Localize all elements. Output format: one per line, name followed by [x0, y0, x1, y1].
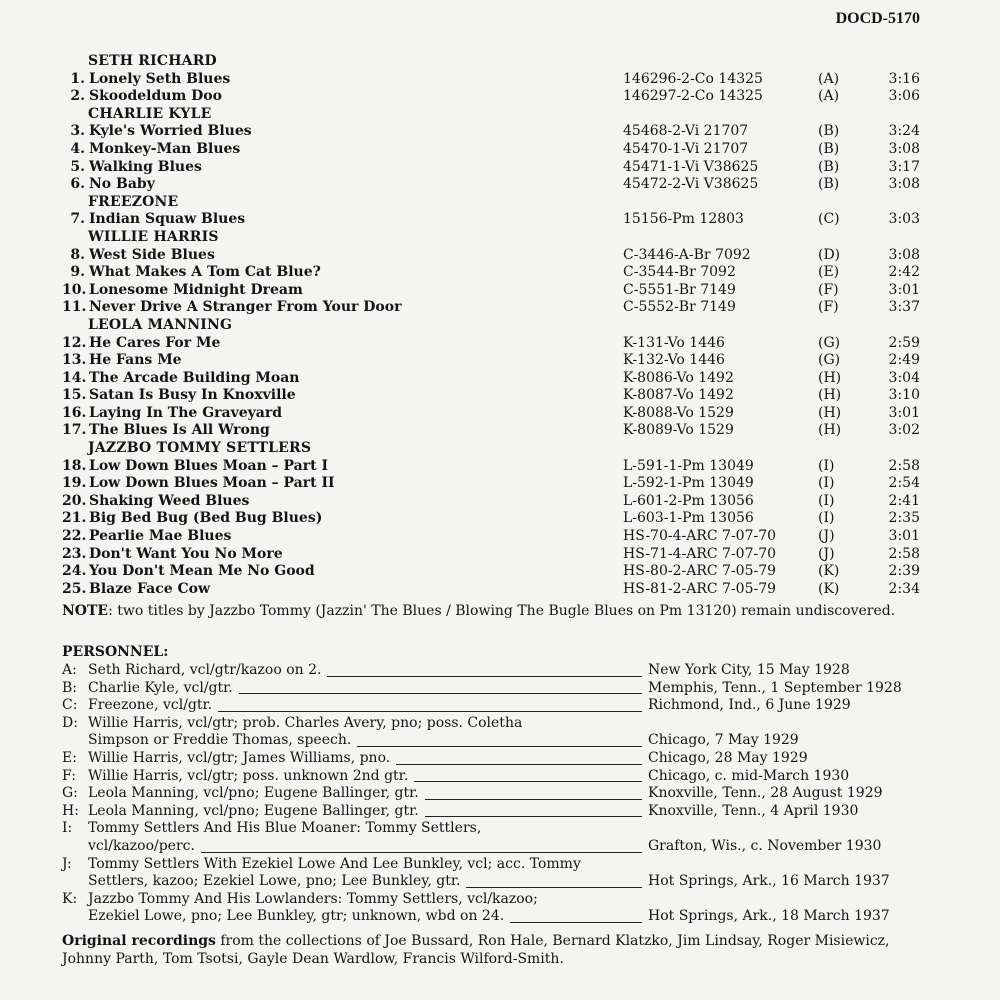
- recording-place-date: New York City, 15 May 1928: [648, 662, 850, 678]
- track-number: 15.: [62, 387, 87, 404]
- session-code: (B): [818, 123, 840, 140]
- personnel-text: Leola Manning, vcl/pno; Eugene Ballinger, gtr.: [88, 785, 419, 802]
- track-duration: 3:06: [888, 88, 920, 105]
- leader-rule: [201, 852, 642, 853]
- personnel-text: Willie Harris, vcl/gtr; prob. Charles Avery, pno; poss. Coletha: [88, 714, 523, 731]
- track-title: West Side Blues: [89, 246, 215, 263]
- track-duration: 3:02: [888, 422, 920, 439]
- recording-place-date: Hot Springs, Ark., 18 March 1937: [648, 908, 890, 925]
- track-duration: 2:34: [888, 580, 920, 597]
- leader-rule: [510, 922, 642, 923]
- track-row: [62, 299, 932, 317]
- personnel-text: Leola Manning, vcl/pno; Eugene Ballinger, gtr.: [88, 802, 419, 819]
- personnel-text: Seth Richard, vcl/gtr/kazoo on 2.: [88, 662, 322, 678]
- track-row: [62, 176, 932, 194]
- session-code: (F): [818, 299, 839, 316]
- track-duration: 3:17: [888, 158, 920, 175]
- track-number: 16.: [62, 404, 87, 421]
- note-paragraph: [62, 602, 922, 620]
- track-row: [62, 510, 932, 528]
- personnel-entry: [62, 785, 942, 803]
- session-code: (D): [818, 246, 841, 263]
- session-code: (G): [818, 352, 841, 369]
- artist-heading: WILLIE HARRIS: [88, 228, 219, 245]
- leader-rule: [414, 781, 642, 782]
- session-code: (I): [818, 492, 835, 509]
- session-letter: H:: [62, 802, 79, 819]
- track-duration: 3:24: [888, 123, 920, 140]
- track-title: The Blues Is All Wrong: [89, 422, 270, 439]
- track-row: [62, 71, 932, 89]
- session-code: (H): [818, 369, 842, 386]
- session-letter: G:: [62, 785, 78, 802]
- session-code: (F): [818, 281, 839, 298]
- note-label: NOTE: [62, 603, 109, 619]
- track-row: [62, 546, 932, 564]
- session-code: (B): [818, 158, 840, 175]
- track-duration: 2:49: [888, 352, 920, 369]
- track-title: Never Drive A Stranger From Your Door: [89, 299, 402, 316]
- track-number: 21.: [62, 510, 87, 527]
- track-title: You Don't Mean Me No Good: [89, 563, 315, 580]
- track-number: 1.: [70, 70, 85, 87]
- personnel-entry: [62, 697, 942, 715]
- track-row: [62, 352, 932, 370]
- matrix-number: L-603-1-Pm 13056: [623, 510, 754, 527]
- session-code: (G): [818, 334, 841, 351]
- personnel-entry: [62, 820, 942, 855]
- track-duration: 3:01: [888, 528, 920, 545]
- matrix-number: HS-81-2-ARC 7-05-79: [623, 580, 777, 597]
- track-title: Kyle's Worried Blues: [89, 123, 252, 140]
- track-title: Shaking Weed Blues: [89, 492, 250, 509]
- leader-rule: [396, 764, 642, 765]
- personnel-entry: [62, 856, 942, 891]
- leader-rule: [466, 887, 642, 888]
- matrix-number: K-8089-Vo 1529: [623, 422, 734, 439]
- artist-heading: FREEZONE: [88, 193, 179, 210]
- session-letter: C:: [62, 697, 78, 714]
- personnel-text: Charlie Kyle, vcl/gtr.: [88, 679, 233, 696]
- track-title: He Fans Me: [89, 352, 182, 369]
- personnel-heading: PERSONNEL:: [62, 644, 169, 660]
- matrix-number: 45472-2-Vi V38625: [623, 176, 759, 193]
- leader-rule: [425, 816, 642, 817]
- track-title: Lonely Seth Blues: [89, 70, 231, 87]
- track-duration: 3:16: [888, 70, 920, 87]
- track-number: 6.: [70, 176, 85, 193]
- session-letter: K:: [62, 890, 78, 907]
- track-title: Skoodeldum Doo: [89, 88, 222, 105]
- session-letter: A:: [62, 662, 77, 678]
- personnel-text: Tommy Settlers With Ezekiel Lowe And Lee Bunkley, vcl; acc. Tommy: [88, 855, 581, 872]
- personnel-entry: [62, 768, 942, 786]
- personnel-entry: [62, 715, 942, 750]
- recording-place-date: Grafton, Wis., c. November 1930: [648, 837, 882, 854]
- matrix-number: C-3544-Br 7092: [623, 264, 736, 281]
- track-duration: 3:37: [888, 299, 920, 316]
- recording-place-date: Chicago, 7 May 1929: [648, 732, 799, 749]
- personnel-list: [62, 662, 942, 926]
- track-row: [62, 123, 932, 141]
- matrix-number: 15156-Pm 12803: [623, 211, 744, 228]
- session-code: (J): [818, 545, 835, 562]
- credits-text: from the collections of Joe Bussard, Ron Hale, Bernard Klatzko, Jim Lindsay, Roger Misiewicz, Johnny Parth, Tom Tsotsi, Gayle Dean Wardlow, Francis Wilford-Smith.: [62, 933, 890, 967]
- track-duration: 2:58: [888, 457, 920, 474]
- personnel-text: Jazzbo Tommy And His Lowlanders: Tommy Settlers, vcl/kazoo;: [88, 890, 538, 907]
- track-duration: 3:01: [888, 281, 920, 298]
- personnel-text: Ezekiel Lowe, pno; Lee Bunkley, gtr; unknown, wbd on 24.: [88, 908, 505, 925]
- track-duration: 3:08: [888, 176, 920, 193]
- leader-rule: [218, 711, 642, 712]
- track-number: 25.: [62, 580, 87, 597]
- session-letter: E:: [62, 749, 77, 766]
- track-row: [62, 387, 932, 405]
- track-list: [62, 53, 932, 598]
- track-title: Don't Want You No More: [89, 545, 283, 562]
- session-letter: F:: [62, 767, 76, 784]
- session-letter: J:: [62, 855, 72, 872]
- session-code: (B): [818, 176, 840, 193]
- leader-rule: [239, 693, 642, 694]
- session-code: (A): [818, 88, 840, 105]
- track-title: Laying In The Graveyard: [89, 404, 283, 421]
- matrix-number: K-8088-Vo 1529: [623, 404, 734, 421]
- track-duration: 3:08: [888, 140, 920, 157]
- personnel-text: Willie Harris, vcl/gtr; poss. unknown 2nd gtr.: [88, 767, 409, 784]
- matrix-number: HS-80-2-ARC 7-05-79: [623, 563, 777, 580]
- credits-paragraph: [62, 932, 922, 968]
- track-duration: 2:42: [888, 264, 920, 281]
- session-code: (I): [818, 475, 835, 492]
- track-row: [62, 247, 932, 265]
- track-duration: 3:04: [888, 369, 920, 386]
- matrix-number: 146296-2-Co 14325: [623, 70, 763, 87]
- session-code: (H): [818, 387, 842, 404]
- personnel-entry: [62, 662, 942, 680]
- artist-heading: SETH RICHARD: [88, 53, 217, 69]
- matrix-number: 45470-1-Vi 21707: [623, 140, 749, 157]
- session-code: (J): [818, 528, 835, 545]
- track-duration: 3:03: [888, 211, 920, 228]
- track-row: [62, 264, 932, 282]
- matrix-number: HS-71-4-ARC 7-07-70: [623, 545, 777, 562]
- session-letter: I:: [62, 820, 73, 837]
- note-text: : two titles by Jazzbo Tommy (Jazzin' The Blues / Blowing The Bugle Blues on Pm 13120) remain undiscovered.: [108, 603, 896, 619]
- track-number: 3.: [70, 123, 85, 140]
- artist-heading: LEOLA MANNING: [88, 316, 233, 333]
- track-duration: 2:54: [888, 475, 920, 492]
- track-title: Pearlie Mae Blues: [89, 528, 232, 545]
- track-number: 22.: [62, 528, 87, 545]
- track-row: [62, 211, 932, 229]
- track-title: Monkey-Man Blues: [89, 140, 241, 157]
- track-title: Satan Is Busy In Knoxville: [89, 387, 296, 404]
- session-code: (K): [818, 563, 840, 580]
- session-code: (A): [818, 70, 840, 87]
- session-letter: D:: [62, 714, 78, 731]
- session-code: (K): [818, 580, 840, 597]
- track-row: [62, 422, 932, 440]
- personnel-text: Tommy Settlers And His Blue Moaner: Tommy Settlers,: [88, 820, 482, 837]
- track-number: 10.: [62, 281, 87, 298]
- personnel-entry: [62, 891, 942, 926]
- track-number: 18.: [62, 457, 87, 474]
- track-number: 14.: [62, 369, 87, 386]
- track-duration: 3:10: [888, 387, 920, 404]
- track-number: 20.: [62, 492, 87, 509]
- track-number: 11.: [62, 299, 87, 316]
- personnel-text: Freezone, vcl/gtr.: [88, 697, 213, 714]
- track-row: [62, 458, 932, 476]
- matrix-number: HS-70-4-ARC 7-07-70: [623, 528, 777, 545]
- recording-place-date: Knoxville, Tenn., 4 April 1930: [648, 802, 859, 819]
- track-title: No Baby: [89, 176, 155, 193]
- track-row: [62, 493, 932, 511]
- track-number: 24.: [62, 563, 87, 580]
- track-row: [62, 528, 932, 546]
- session-code: (E): [818, 264, 840, 281]
- track-title: Lonesome Midnight Dream: [89, 281, 303, 298]
- personnel-text: Willie Harris, vcl/gtr; James Williams, pno.: [88, 749, 391, 766]
- track-row: [62, 370, 932, 388]
- track-title: Walking Blues: [89, 158, 202, 175]
- recording-place-date: Hot Springs, Ark., 16 March 1937: [648, 873, 890, 890]
- track-duration: 2:41: [888, 492, 920, 509]
- matrix-number: 45471-1-Vi V38625: [623, 158, 759, 175]
- track-title: Big Bed Bug (Bed Bug Blues): [89, 510, 323, 527]
- session-code: (B): [818, 140, 840, 157]
- track-number: 8.: [70, 246, 85, 263]
- track-duration: 3:08: [888, 246, 920, 263]
- track-title: Blaze Face Cow: [89, 580, 211, 597]
- matrix-number: C-3446-A-Br 7092: [623, 246, 751, 263]
- track-row: [62, 88, 932, 106]
- recording-place-date: Chicago, 28 May 1929: [648, 749, 808, 766]
- matrix-number: K-8086-Vo 1492: [623, 369, 734, 386]
- track-row: [62, 581, 932, 599]
- track-row: [62, 405, 932, 423]
- track-number: 12.: [62, 334, 87, 351]
- matrix-number: C-5552-Br 7149: [623, 299, 736, 316]
- leader-rule: [327, 676, 642, 677]
- track-number: 5.: [70, 158, 85, 175]
- track-row: [62, 282, 932, 300]
- track-row: [62, 475, 932, 493]
- matrix-number: L-592-1-Pm 13049: [623, 475, 754, 492]
- track-title: He Cares For Me: [89, 334, 221, 351]
- track-row: [62, 335, 932, 353]
- track-number: 4.: [70, 140, 85, 157]
- track-duration: 2:35: [888, 510, 920, 527]
- personnel-entry: [62, 750, 942, 768]
- personnel-text: Settlers, kazoo; Ezekiel Lowe, pno; Lee Bunkley, gtr.: [88, 873, 461, 890]
- track-number: 9.: [70, 264, 85, 281]
- session-code: (I): [818, 510, 835, 527]
- matrix-number: C-5551-Br 7149: [623, 281, 736, 298]
- track-duration: 2:59: [888, 334, 920, 351]
- credits-label: Original recordings: [62, 933, 216, 949]
- matrix-number: K-132-Vo 1446: [623, 352, 725, 369]
- personnel-entry: [62, 680, 942, 698]
- leader-rule: [357, 746, 642, 747]
- track-row: [62, 563, 932, 581]
- session-code: (I): [818, 457, 835, 474]
- track-title: Indian Squaw Blues: [89, 211, 246, 228]
- leader-rule: [425, 799, 642, 800]
- track-row: [62, 159, 932, 177]
- track-number: 23.: [62, 545, 87, 562]
- matrix-number: L-601-2-Pm 13056: [623, 492, 754, 509]
- session-code: (H): [818, 422, 842, 439]
- recording-place-date: Richmond, Ind., 6 June 1929: [648, 697, 851, 714]
- catalog-number: DOCD-5170: [835, 10, 920, 27]
- personnel-entry: [62, 803, 942, 821]
- matrix-number: 146297-2-Co 14325: [623, 88, 763, 105]
- matrix-number: K-131-Vo 1446: [623, 334, 725, 351]
- artist-heading: CHARLIE KYLE: [88, 105, 212, 122]
- track-row: [62, 141, 932, 159]
- recording-place-date: Memphis, Tenn., 1 September 1928: [648, 679, 902, 696]
- session-code: (C): [818, 211, 840, 228]
- track-title: Low Down Blues Moan – Part II: [89, 475, 335, 492]
- track-number: 17.: [62, 422, 87, 439]
- track-number: 13.: [62, 352, 87, 369]
- track-title: What Makes A Tom Cat Blue?: [89, 264, 321, 281]
- track-title: The Arcade Building Moan: [89, 369, 300, 386]
- recording-place-date: Knoxville, Tenn., 28 August 1929: [648, 785, 883, 802]
- session-letter: B:: [62, 679, 78, 696]
- track-number: 7.: [70, 211, 85, 228]
- track-duration: 3:01: [888, 404, 920, 421]
- session-code: (H): [818, 404, 842, 421]
- matrix-number: L-591-1-Pm 13049: [623, 457, 754, 474]
- track-number: 2.: [70, 88, 85, 105]
- track-duration: 2:58: [888, 545, 920, 562]
- track-title: Low Down Blues Moan – Part I: [89, 457, 329, 474]
- track-duration: 2:39: [888, 563, 920, 580]
- track-number: 19.: [62, 475, 87, 492]
- recording-place-date: Chicago, c. mid-March 1930: [648, 767, 850, 784]
- matrix-number: K-8087-Vo 1492: [623, 387, 734, 404]
- matrix-number: 45468-2-Vi 21707: [623, 123, 749, 140]
- personnel-text: Simpson or Freddie Thomas, speech.: [88, 732, 352, 749]
- personnel-text: vcl/kazoo/perc.: [88, 837, 195, 854]
- artist-heading: JAZZBO TOMMY SETTLERS: [88, 440, 312, 457]
